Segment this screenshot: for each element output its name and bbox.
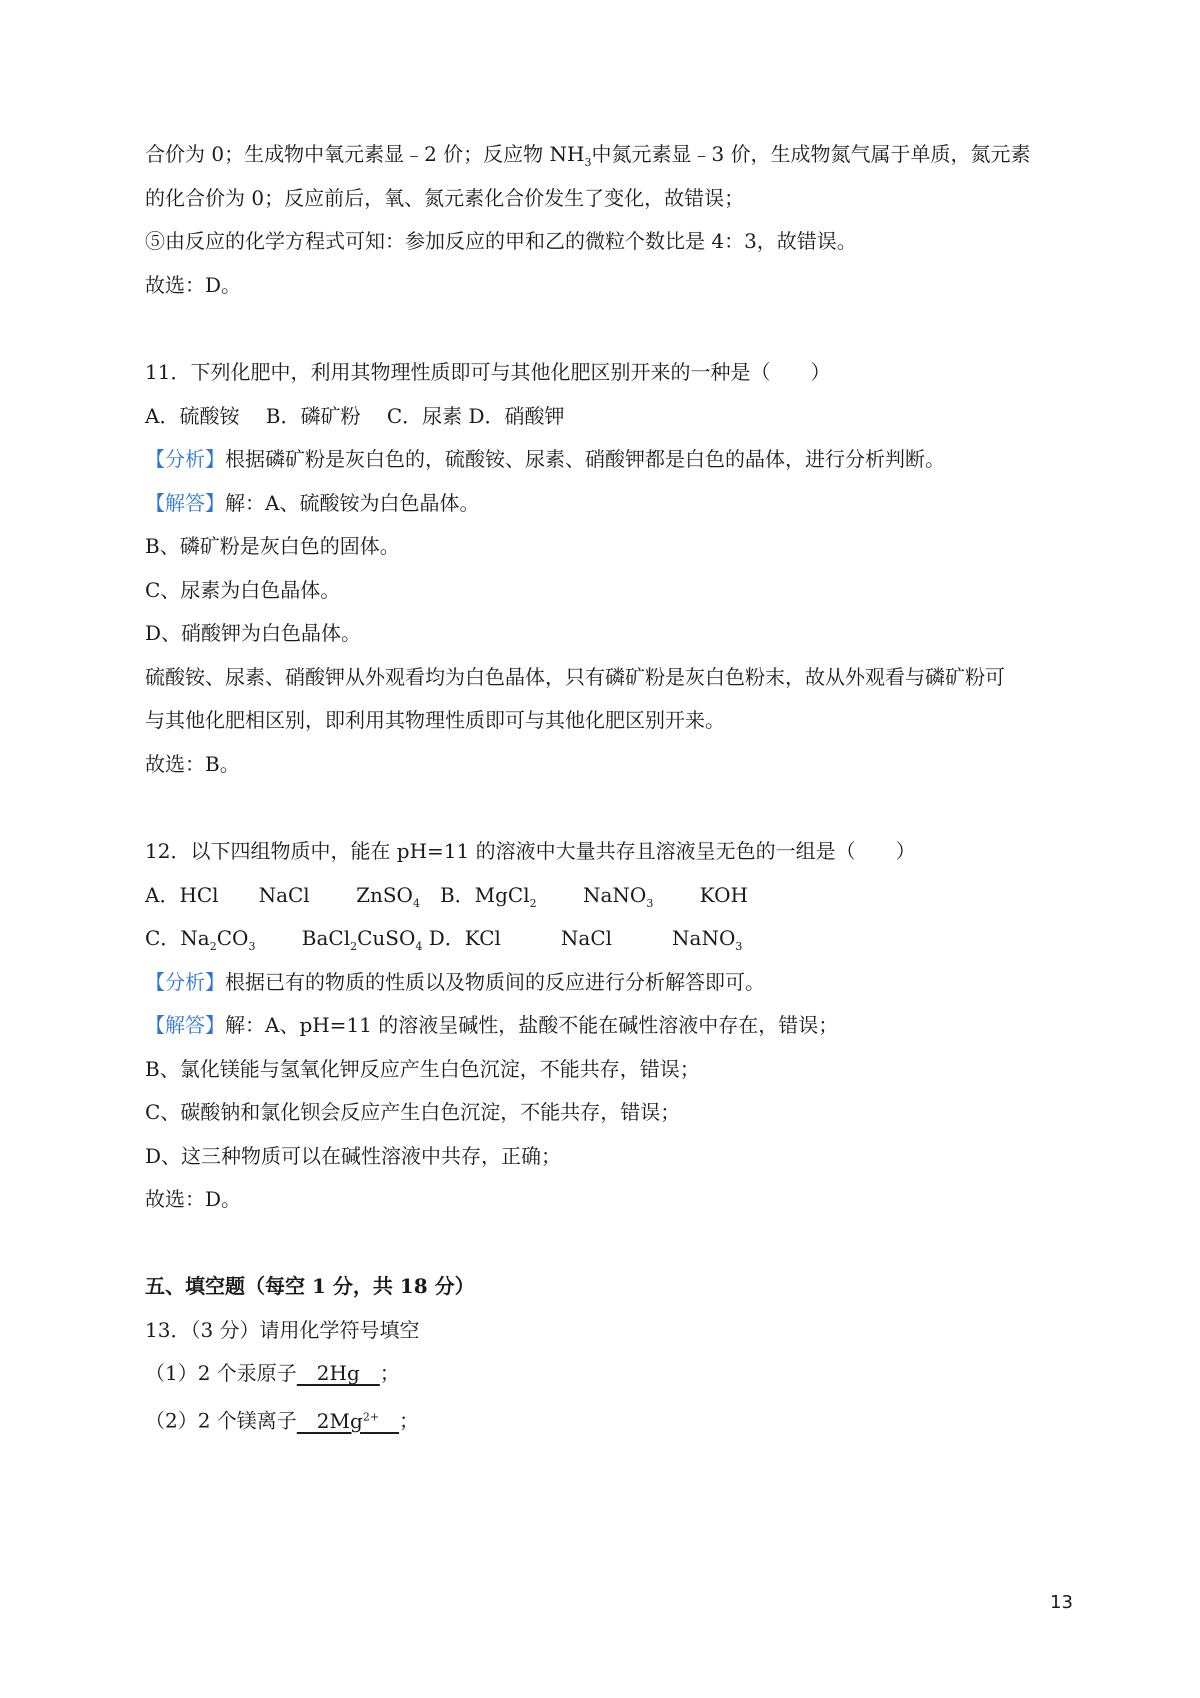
analysis-tag: 【分析】 [145,447,225,471]
analysis-tag: 【分析】 [145,970,225,994]
answer-choice: 故选：D。 [145,273,242,297]
text-line: D、硝酸钾为白色晶体。 [145,621,362,645]
answer-blank: $2Mg^{2+}$ [296,1408,380,1433]
question-13: 13．（3 分）请用化学符号填空 [145,1318,420,1342]
text-line: C、尿素为白色晶体。 [145,578,341,602]
question-13-item-2: （2）2 个镁离子 $2Mg^{2+}$ ； [145,1408,420,1433]
answer-tag: 【解答】 [145,491,225,515]
answer-choice: 故选：B。 [145,752,240,776]
section-heading: 五、填空题（每空 1 分，共 18 分） [145,1274,475,1298]
text-line: D、这三种物质可以在碱性溶液中共存，正确； [145,1144,562,1168]
answer-line: 【解答】解：A、pH=11 的溶液呈碱性，盐酸不能在碱性溶液中存在，错误； [145,1013,839,1037]
question-12-options-c-d: C．$Na_2CO_3$ BaCl$_2$CuSO$_4$ D．KCl NaCl NaNO$_3$ [145,926,743,953]
text-line: ⑤由反应的化学方程式可知：参加反应的甲和乙的微粒个数比是 4：3，故错误。 [145,229,857,253]
question-12-options-a-b: A．HCl NaCl ZnSO$_4$ B．MgCl$_2$ NaNO$_3$ KOH [145,883,748,910]
text-line: B、氯化镁能与氢氧化钾反应产生白色沉淀，不能共存，错误； [145,1057,700,1081]
page-number: 13 [1050,1592,1073,1613]
text-line: C、碳酸钠和氯化钡会反应产生白色沉淀，不能共存，错误； [145,1100,681,1124]
answer-choice: 故选：D。 [145,1187,242,1211]
question-11: 11．下列化肥中，利用其物理性质即可与其他化肥区别开来的一种是（ ） [145,360,831,384]
text-line: 硫酸铵、尿素、硝酸钾从外观看均为白色晶体，只有磷矿粉是灰白色粉末，故从外观看与磷矿粉可 [145,665,1005,689]
text-line: 的化合价为 0；反应前后，氧、氮元素化合价发生了变化，故错误； [145,186,745,210]
answer-blank: 2Hg [296,1361,380,1385]
analysis-line: 【分析】根据已有的物质的性质以及物质间的反应进行分析解答即可。 [145,970,765,994]
answer-line: 【解答】解：A、硫酸铵为白色晶体。 [145,491,480,515]
question-11-options: A．硫酸铵 B．磷矿粉 C．尿素 D．硝酸钾 [145,404,565,428]
question-13-item-1: （1）2 个汞原子 2Hg ； [145,1361,400,1385]
text-line: B、磷矿粉是灰白色的固体。 [145,534,400,558]
text-line: 合价为 0；生成物中氧元素显﹣2 价；反应物 $NH_3$中氮元素显﹣3 价，生成物氮气属于单质，氮元素 [145,142,1031,169]
answer-tag: 【解答】 [145,1013,225,1037]
text-line: 与其他化肥相区别，即利用其物理性质即可与其他化肥区别开来。 [145,708,725,732]
question-12: 12．以下四组物质中，能在 pH=11 的溶液中大量共存且溶液呈无色的一组是（ ） [145,839,916,863]
analysis-line: 【分析】根据磷矿粉是灰白色的，硫酸铵、尿素、硝酸钾都是白色的晶体，进行分析判断。 [145,447,945,471]
